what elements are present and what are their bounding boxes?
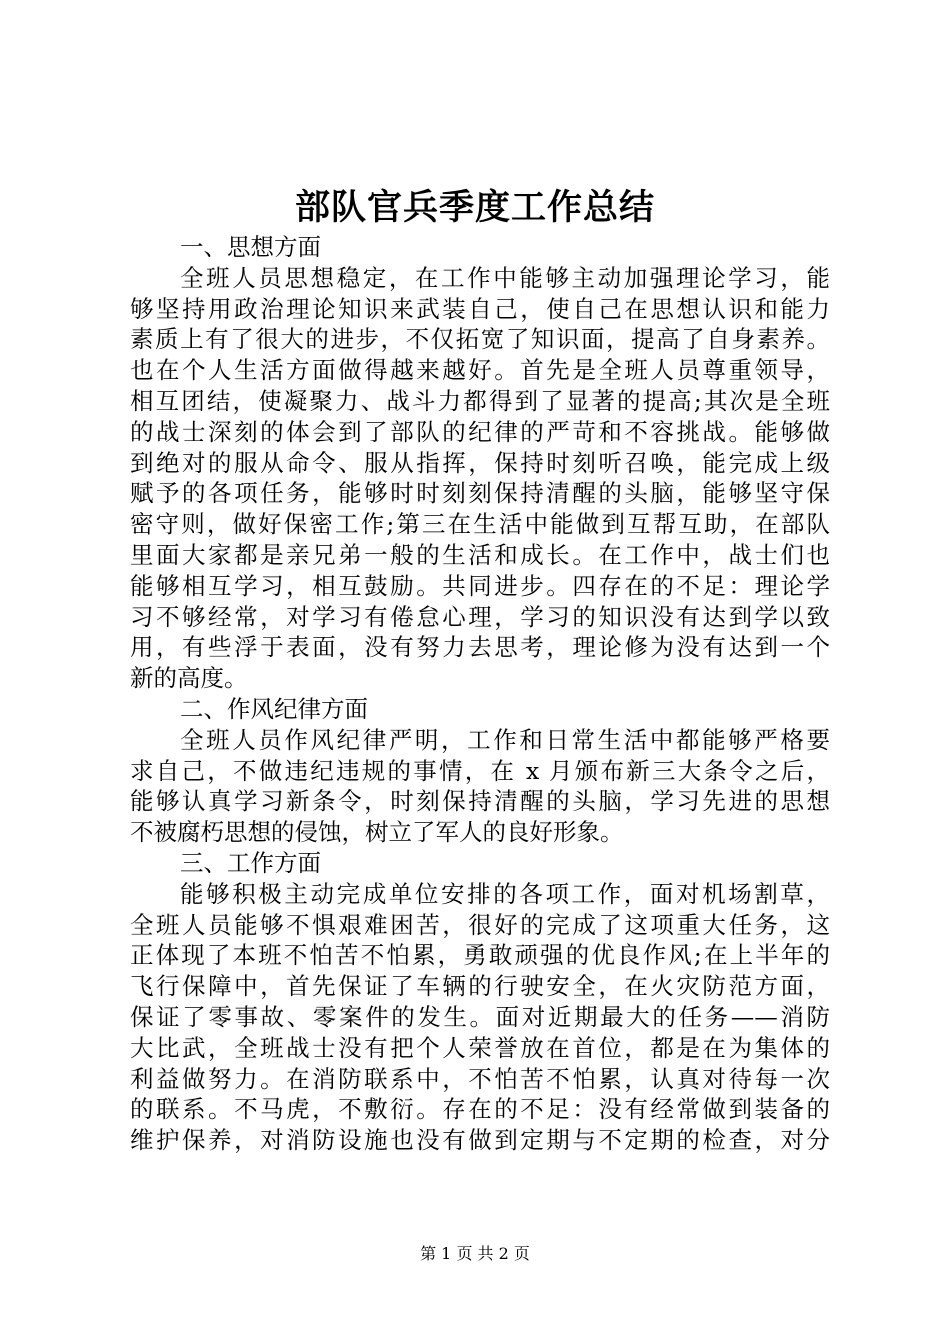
body-line: 不被腐朽思想的侵蚀，树立了军人的良好形象。 <box>130 818 624 847</box>
body-line: 能够相互学习，相互鼓励。共同进步。四存在的不足：理论学 <box>130 571 830 600</box>
body-line: 里面大家都是亲兄弟一般的生活和成长。在工作中，战士们也 <box>130 540 830 569</box>
body-line: 的战士深刻的体会到了部队的纪律的严苛和不容挑战。能够做 <box>130 417 830 446</box>
body-line: 全班人员作风纪律严明，工作和日常生活中都能够严格要 <box>180 725 830 754</box>
body-line: 三、工作方面 <box>180 848 321 877</box>
body-line: 到绝对的服从命令、服从指挥，保持时刻听召唤，能完成上级 <box>130 448 830 477</box>
document-body <box>130 232 830 1156</box>
body-line: 保证了零事故、零案件的发生。面对近期最大的任务——消防 <box>130 1002 830 1031</box>
page-footer: 第 1 页 共 2 页 <box>420 1244 530 1263</box>
body-line: 能够认真学习新条令，时刻保持清醒的头脑，学习先进的思想 <box>130 787 830 816</box>
body-line: 相互团结，使凝聚力、战斗力都得到了显著的提高;其次是全班 <box>130 386 830 415</box>
body-line: 密守则，做好保密工作;第三在生活中能做到互帮互助，在部队 <box>130 510 830 539</box>
body-line: 用，有些浮于表面，没有努力去思考，理论修为没有达到一个 <box>130 633 830 662</box>
body-line: 赋予的各项任务，能够时时刻刻保持清醒的头脑，能够坚守保 <box>130 479 830 508</box>
body-line: 够坚持用政治理论知识来武装自己，使自己在思想认识和能力 <box>130 294 830 323</box>
body-line: 也在个人生活方面做得越来越好。首先是全班人员尊重领导， <box>130 356 830 385</box>
body-line: 习不够经常，对学习有倦怠心理，学习的知识没有达到学以致 <box>130 602 830 631</box>
body-line: 求自己，不做违纪违规的事情，在 x 月颁布新三大条令之后， <box>130 756 830 785</box>
document-title: 部队官兵季度工作总结 <box>294 187 655 228</box>
body-line: 维护保养，对消防设施也没有做到定期与不定期的检查，对分 <box>130 1126 830 1155</box>
body-line: 正体现了本班不怕苦不怕累，勇敢顽强的优良作风;在上半年的 <box>130 941 830 970</box>
body-line: 一、思想方面 <box>180 233 321 261</box>
body-line: 新的高度。 <box>130 664 248 693</box>
body-line: 素质上有了很大的进步，不仅拓宽了知识面，提高了自身素养。 <box>130 325 830 354</box>
body-line: 能够积极主动完成单位安排的各项工作，面对机场割草， <box>180 879 830 908</box>
body-line: 的联系。不马虎，不敷衍。存在的不足：没有经常做到装备的 <box>130 1095 830 1124</box>
body-line: 二、作风纪律方面 <box>180 694 368 723</box>
body-line: 大比武，全班战士没有把个人荣誉放在首位，都是在为集体的 <box>130 1033 830 1062</box>
body-line: 利益做努力。在消防联系中，不怕苦不怕累，认真对待每一次 <box>130 1064 830 1093</box>
body-line: 全班人员思想稳定，在工作中能够主动加强理论学习，能 <box>180 263 830 292</box>
body-line: 全班人员能够不惧艰难困苦，很好的完成了这项重大任务，这 <box>130 910 830 939</box>
body-line: 飞行保障中，首先保证了车辆的行驶安全，在火灾防范方面， <box>130 972 830 1001</box>
